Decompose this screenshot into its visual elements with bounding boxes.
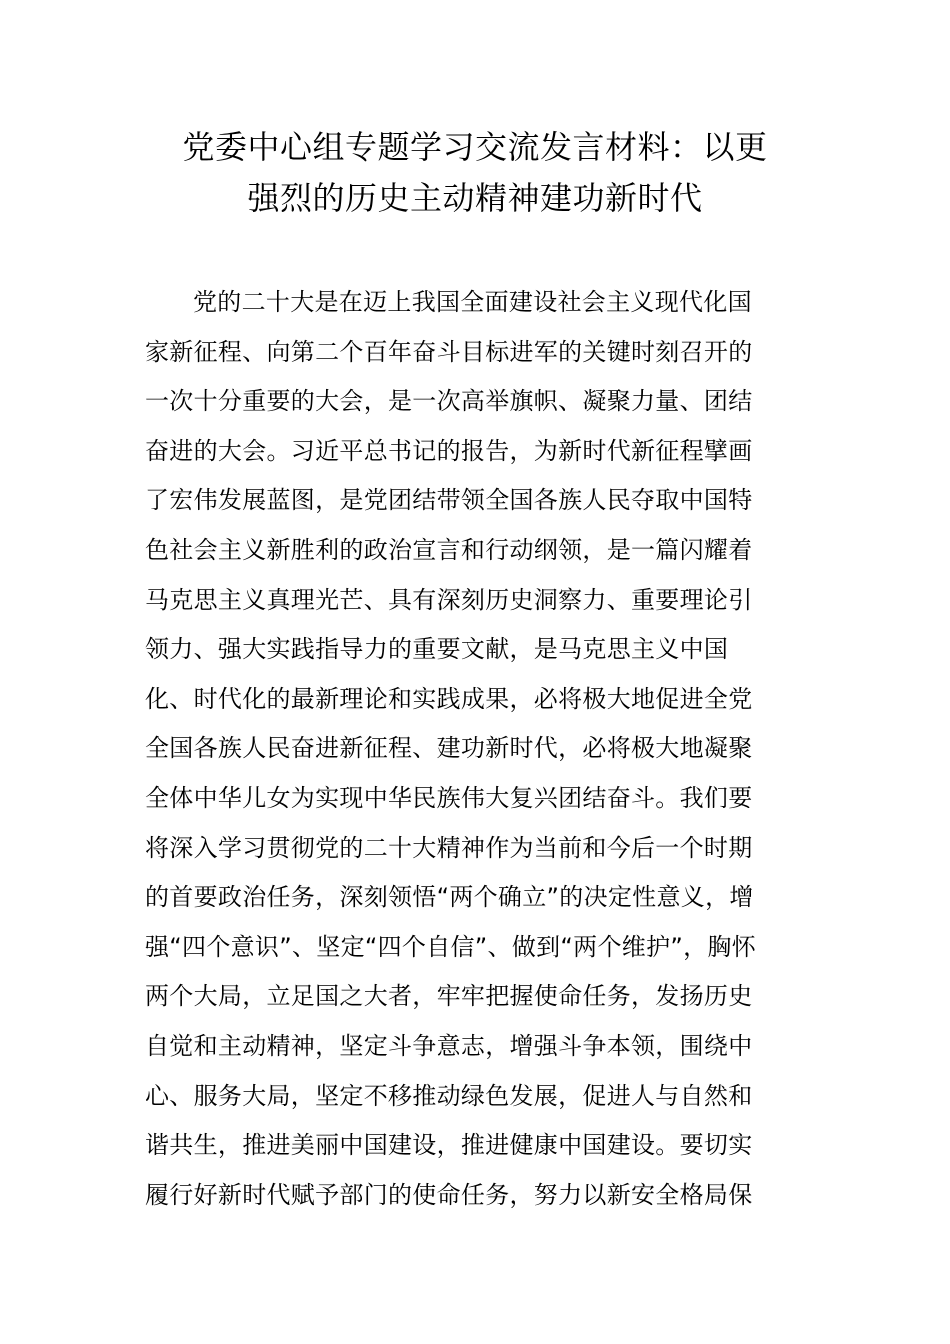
paragraph-line: 了宏伟发展蓝图，是党团结带领全国各族人民夺取中国特: [145, 486, 753, 515]
paragraph-line: 自觉和主动精神，坚定斗争意志，增强斗争本领，围绕中: [145, 1031, 753, 1060]
paragraph-line: 全国各族人民奋进新征程、建功新时代，必将极大地凝聚: [145, 734, 753, 763]
paragraph-line: 谐共生，推进美丽中国建设，推进健康中国建设。要切实: [145, 1131, 753, 1160]
paragraph-line: 心、服务大局，坚定不移推动绿色发展，促进人与自然和: [145, 1081, 753, 1110]
paragraph-line: 一次十分重要的大会，是一次高举旗帜、凝聚力量、团结: [145, 387, 753, 416]
paragraph-line: 领力、强大实践指导力的重要文献，是马克思主义中国: [145, 635, 729, 664]
paragraph-line: 的首要政治任务，深刻领悟“两个确立”的决定性意义，增: [145, 883, 754, 912]
paragraph-line: 将深入学习贯彻党的二十大精神作为当前和今后一个时期: [145, 833, 753, 862]
paragraph-line: 家新征程、向第二个百年奋斗目标进军的关键时刻召开的: [145, 337, 753, 366]
paragraph-line: 两个大局，立足国之大者，牢牢把握使命任务，发扬历史: [145, 982, 753, 1011]
paragraph-line: 马克思主义真理光芒、具有深刻历史洞察力、重要理论引: [145, 585, 753, 614]
body-paragraph: [145, 278, 807, 1220]
paragraph-line: 奋进的大会。习近平总书记的报告，为新时代新征程擘画: [145, 436, 753, 465]
paragraph-line: 党的二十大是在迈上我国全面建设社会主义现代化国: [193, 288, 752, 316]
paragraph-line: 色社会主义新胜利的政治宣言和行动纲领，是一篇闪耀着: [145, 535, 753, 564]
title-line: 党委中心组专题学习交流发言材料：以更: [182, 128, 768, 166]
title-line: 强烈的历史主动精神建功新时代: [247, 179, 703, 217]
paragraph-line: 化、时代化的最新理论和实践成果，必将极大地促进全党: [145, 684, 753, 713]
paragraph-line: 履行好新时代赋予部门的使命任务，努力以新安全格局保: [145, 1180, 753, 1209]
paragraph-line: 全体中华儿女为实现中华民族伟大复兴团结奋斗。我们要: [145, 783, 753, 812]
paragraph-line: 强“四个意识”、坚定“四个自信”、做到“两个维护”，胸怀: [145, 932, 756, 961]
document-title: [120, 122, 830, 224]
